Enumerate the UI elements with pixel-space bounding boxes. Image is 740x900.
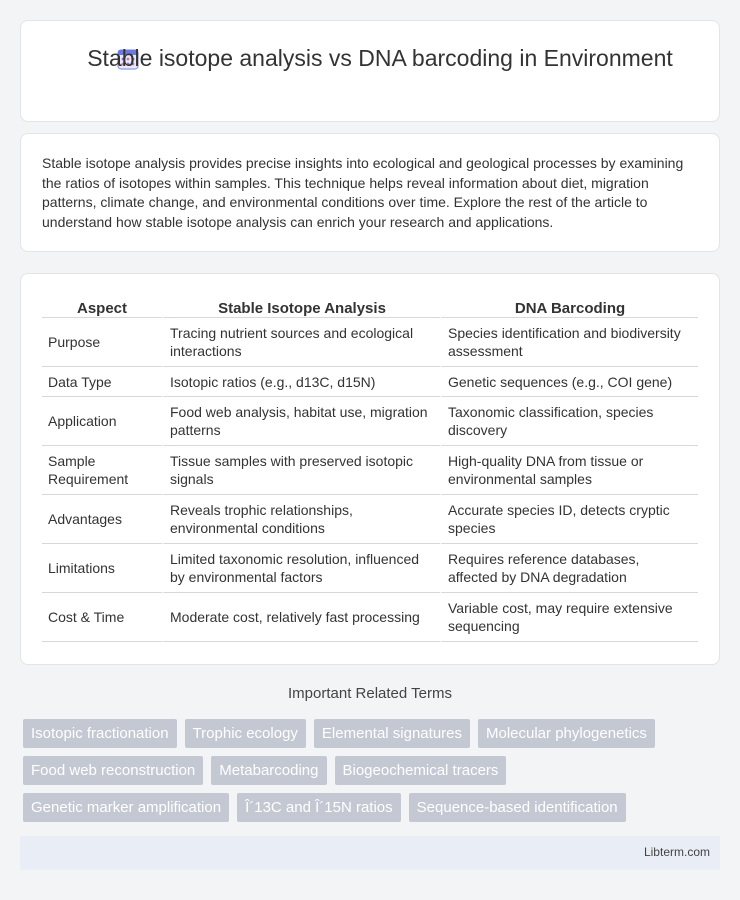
related-term-tag[interactable]: Isotopic fractionation [23,719,177,748]
table-cell: Tissue samples with preserved isotopic signals [162,446,440,495]
table-row [42,593,698,642]
comparison-table-card [20,273,720,665]
related-term-tag[interactable]: Trophic ecology [185,719,306,748]
table-cell: Reveals trophic relationships, environmental conditions [162,495,440,544]
table-cell: Application [42,397,162,446]
table-cell: Food web analysis, habitat use, migration patterns [162,397,440,446]
table-row [42,367,698,397]
table-cell: Tracing nutrient sources and ecological interactions [162,318,440,367]
table-cell: Advantages [42,495,162,544]
related-term-tag[interactable]: Genetic marker amplification [23,793,229,822]
table-row [42,397,698,446]
column-header-stable-isotope: Stable Isotope Analysis [162,296,440,318]
related-term-tag[interactable]: Food web reconstruction [23,756,203,785]
table-row [42,446,698,495]
comparison-table [42,296,698,642]
column-header-dna-barcoding: DNA Barcoding [440,296,698,318]
related-terms-list [23,719,703,822]
footer-site-link[interactable]: Libterm.com [643,845,710,859]
table-row [42,544,698,593]
table-cell: Genetic sequences (e.g., COI gene) [440,367,698,397]
table-header-row [42,296,698,318]
related-term-tag[interactable]: Sequence-based identification [409,793,626,822]
table-cell: Cost & Time [42,593,162,642]
table-cell: Isotopic ratios (e.g., d13C, d15N) [162,367,440,397]
related-term-tag[interactable]: Biogeochemical tracers [335,756,507,785]
table-row [42,318,698,367]
page-title: Stable isotope analysis vs DNA barcoding in Environment [87,45,673,71]
related-term-tag[interactable]: Elemental signatures [314,719,470,748]
related-term-tag[interactable]: Î´13C and Î´15N ratios [237,793,401,822]
table-cell: Sample Requirement [42,446,162,495]
intro-paragraph: Stable isotope analysis provides precise insights into ecological and geological processes by examining the ratios of isotopes within samples. This technique helps reveal information about diet, migration patterns, climate change, and environmental conditions over time. Explore the rest of the article to understand how stable isotope analysis can enrich your research and applications. [42,155,684,231]
table-cell: Data Type [42,367,162,397]
table-cell: Variable cost, may require extensive sequencing [440,593,698,642]
related-terms-heading: Important Related Terms [288,685,452,702]
table-cell: Moderate cost, relatively fast processing [162,593,440,642]
table-cell: Requires reference databases, affected by DNA degradation [440,544,698,593]
table-row [42,495,698,544]
footer [20,836,720,870]
table-cell: Species identification and biodiversity assessment [440,318,698,367]
table-cell: High-quality DNA from tissue or environmental samples [440,446,698,495]
table-cell: Accurate species ID, detects cryptic species [440,495,698,544]
related-term-tag[interactable]: Metabarcoding [211,756,326,785]
related-term-tag[interactable]: Molecular phylogenetics [478,719,655,748]
title-card [20,20,720,122]
table-cell: Purpose [42,318,162,367]
table-cell: Limitations [42,544,162,593]
table-cell: Limited taxonomic resolution, influenced by environmental factors [162,544,440,593]
table-cell: Taxonomic classification, species discovery [440,397,698,446]
column-header-aspect: Aspect [42,296,162,318]
intro-card [20,133,720,252]
